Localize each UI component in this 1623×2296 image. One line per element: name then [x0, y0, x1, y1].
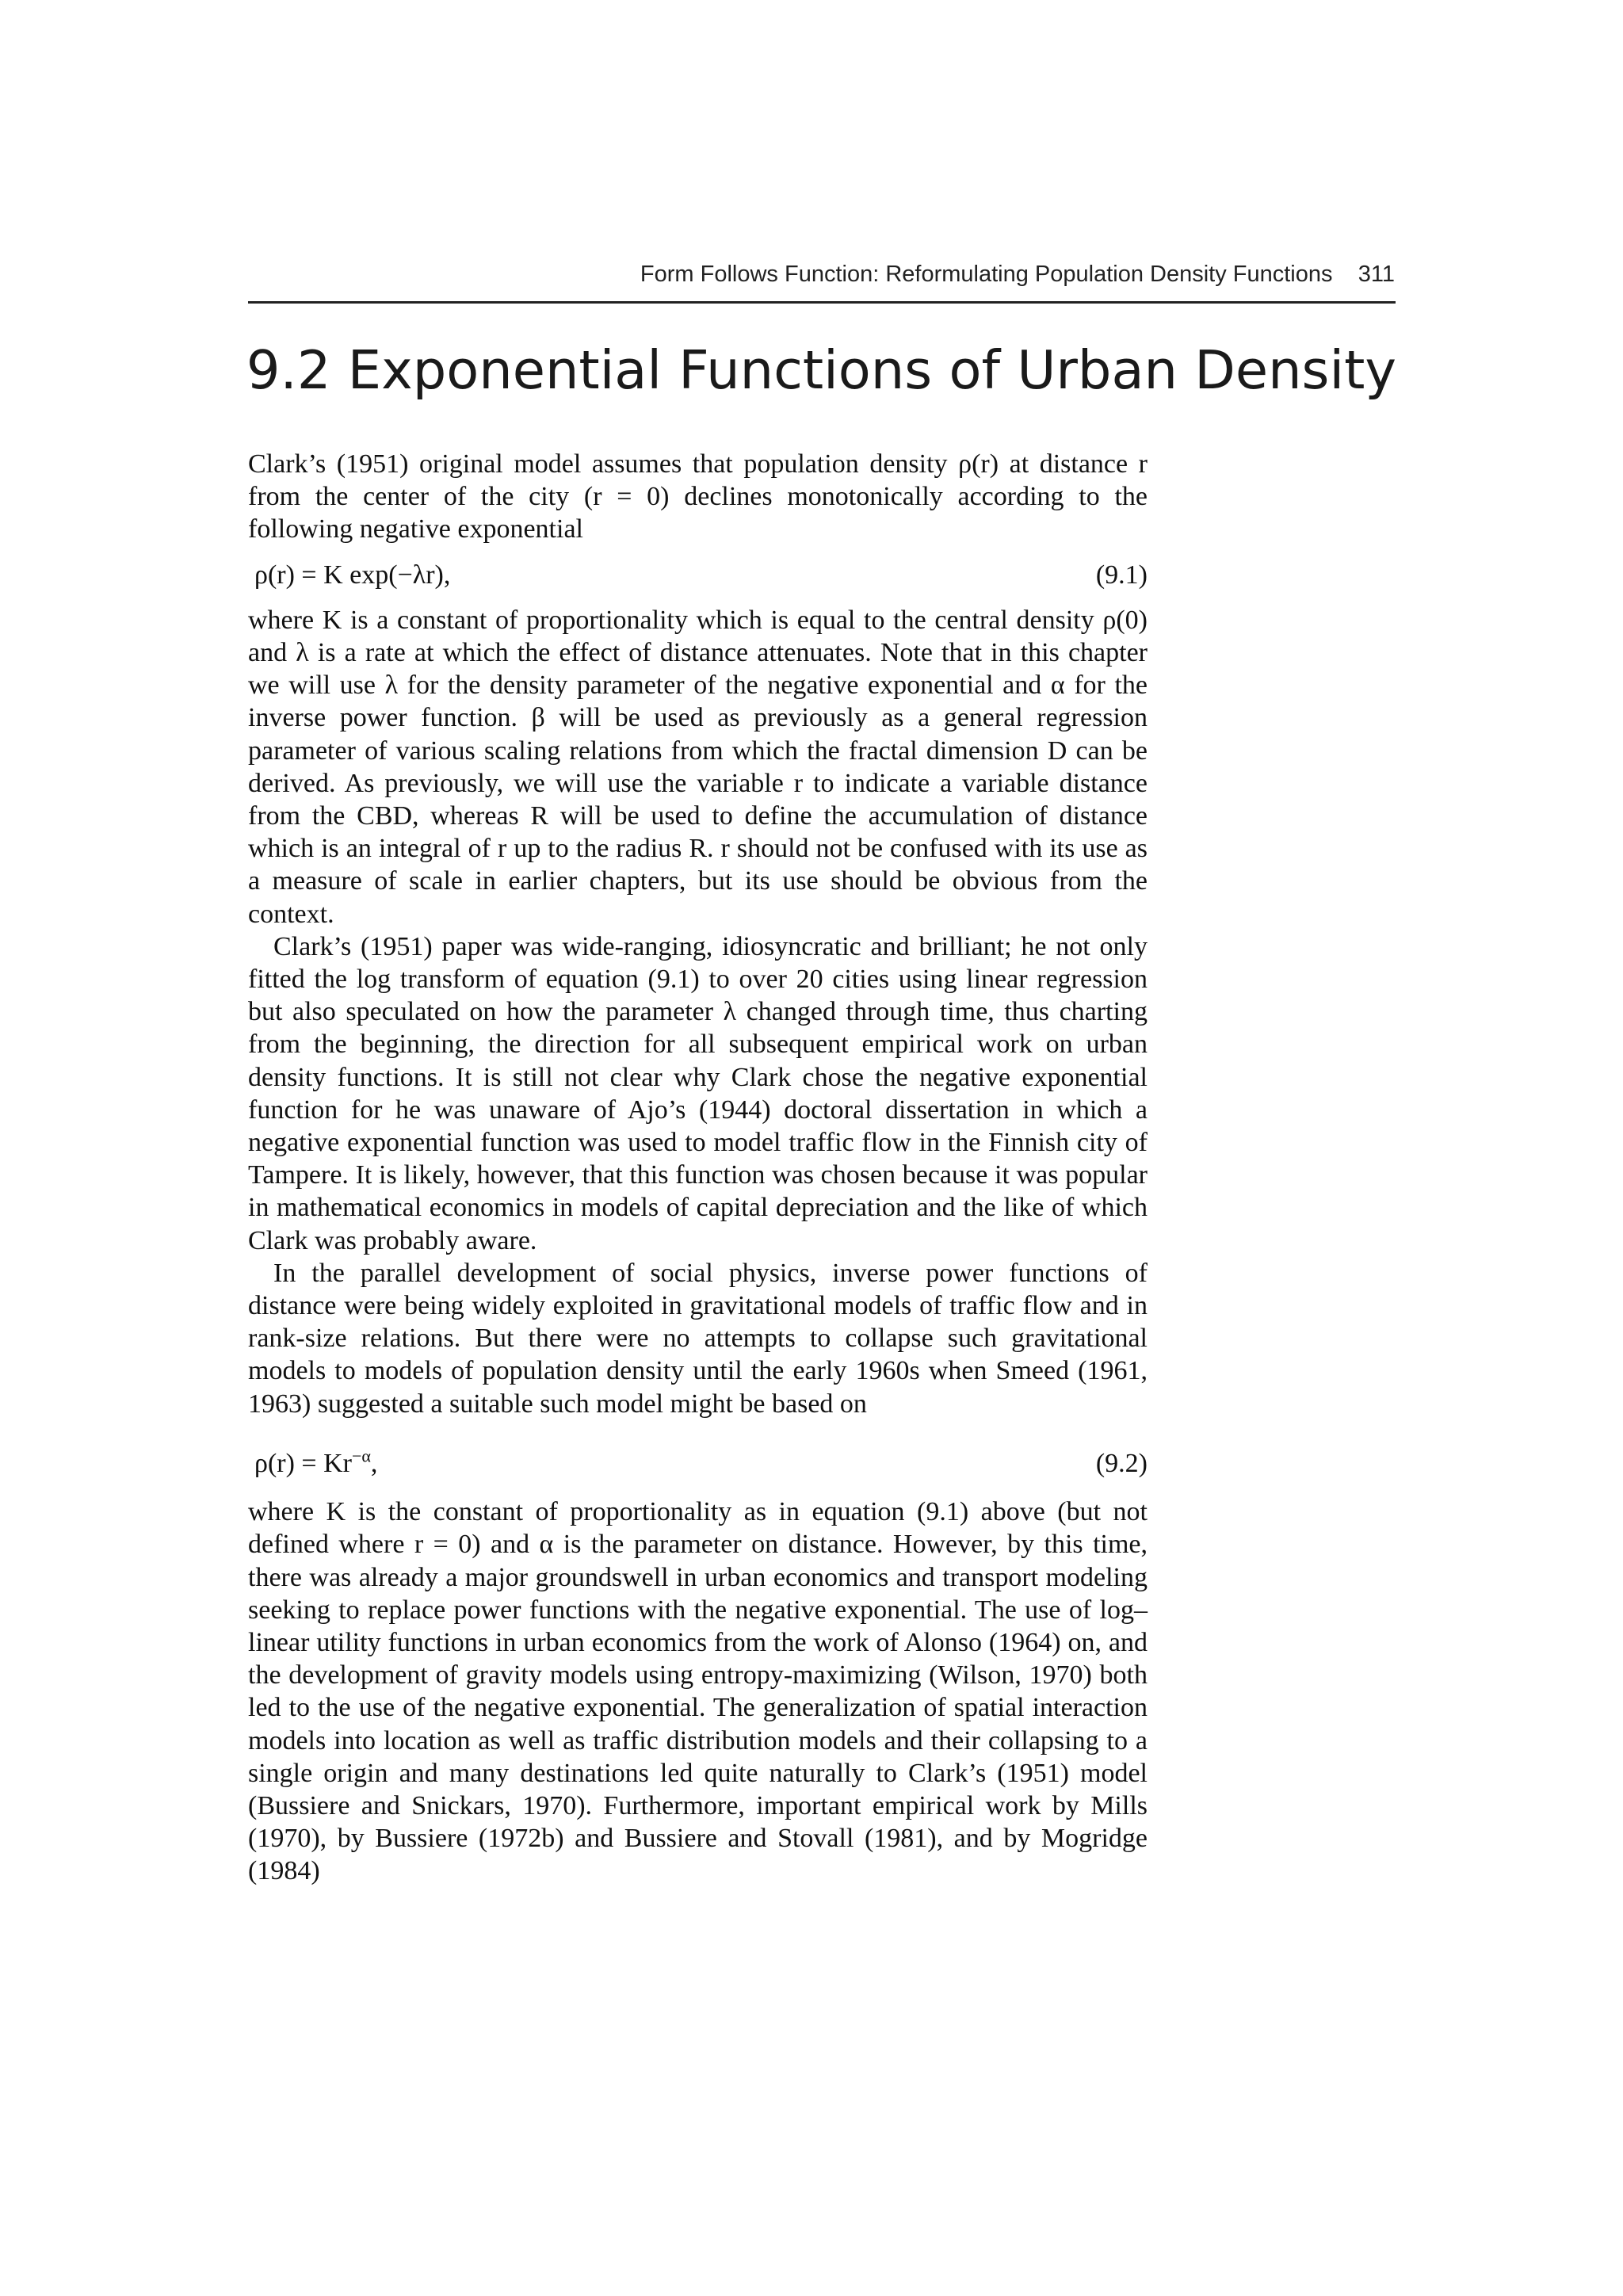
paragraph-4: In the parallel development of social physics, inverse power functions of distance were being widely exploited in gravitational models of traffic flow and in rank-size relations. But there were no attempts to collapse such gravitational models to models of population density until the early 1960s when Smeed (1961, 1963) suggested a suitable such model might be based on — [248, 1258, 1148, 1419]
paragraph-5: where K is the constant of proportionality as in equation (9.1) above (but not defined where r = 0) and α is the parameter on distance. However, by this time, there was already a major groundswell in urban economics and transport modeling seeking to replace power functions with the negative exponential. The use of log–linear utility functions in urban economics from the work of Alonso (1964) on, and the development of gravity models using entropy-maximizing (Wilson, 1970) both led to the use of the negative exponential. The generalization of spatial interaction models into location as well as traffic distribution models and their collapsing to a single origin and many destinations led quite naturally to Clark’s (1951) model (Bussiere and Snickars, 1970). Furthermore, important empirical work by Mills (1970), by Bussiere (1972b) and Bussiere and Stovall (1981), and by Mogridge (1984) — [248, 1497, 1148, 1886]
equation-exponent: −α — [351, 1446, 371, 1466]
equation-9-2 — [248, 1447, 1148, 1480]
paragraph-3: Clark’s (1951) paper was wide-ranging, idiosyncratic and brilliant; he not only fitted the log transform of equation (9.1) to over 20 cities using linear regression but also speculated on how the parameter λ changed through time, thus charting from the beginning, the direction for all subsequent empirical work on urban density functions. It is still not clear why Clark chose the negative exponential function for he was unaware of Ajo’s (1944) doctoral dissertation in which a negative exponential function was used to model traffic flow in the Finnish city of Tampere. It is likely, however, that this function was chosen because it was popular in mathematical economics in models of capital depreciation and the like of which Clark was probably aware. — [248, 931, 1148, 1255]
equation-expression: $\rho(r) = Kr^{-\alpha}$, — [254, 1446, 378, 1478]
equation-expression: ρ(r) = K exp(−λr), — [254, 560, 451, 590]
header-rule — [248, 301, 1396, 304]
body-text — [248, 448, 1148, 1888]
equation-number: (9.1) — [1095, 560, 1148, 590]
running-head — [250, 262, 1395, 288]
page-number: 311 — [1358, 262, 1395, 287]
running-title: Form Follows Function: Reformulating Population Density Functions — [640, 262, 1333, 287]
equation-9-1 — [248, 559, 1148, 591]
equation-number: (9.2) — [1095, 1448, 1148, 1478]
paragraph-1: Clark’s (1951) original model assumes that population density ρ(r) at distance r from the center of the city (r = 0) declines monotonically according to the following negative exponential — [248, 449, 1148, 544]
section-title: 9.2 Exponential Functions of Urban Density — [246, 339, 1396, 401]
paragraph-2: where K is a constant of proportionality which is equal to the central density ρ(0) and λ is a rate at which the effect of distance attenuates. Note that in this chapter we will use λ for the density parameter of the negative exponential and α for the inverse power function. β will be used as previously as a general regression parameter of various scaling relations from which the fractal dimension D can be derived. As previously, we will use the variable r to indicate a variable distance from the CBD, whereas R will be used to define the accumulation of distance which is an integral of r up to the radius R. r should not be confused with its use as a measure of scale in earlier chapters, but its use should be obvious from the context. — [248, 605, 1148, 929]
